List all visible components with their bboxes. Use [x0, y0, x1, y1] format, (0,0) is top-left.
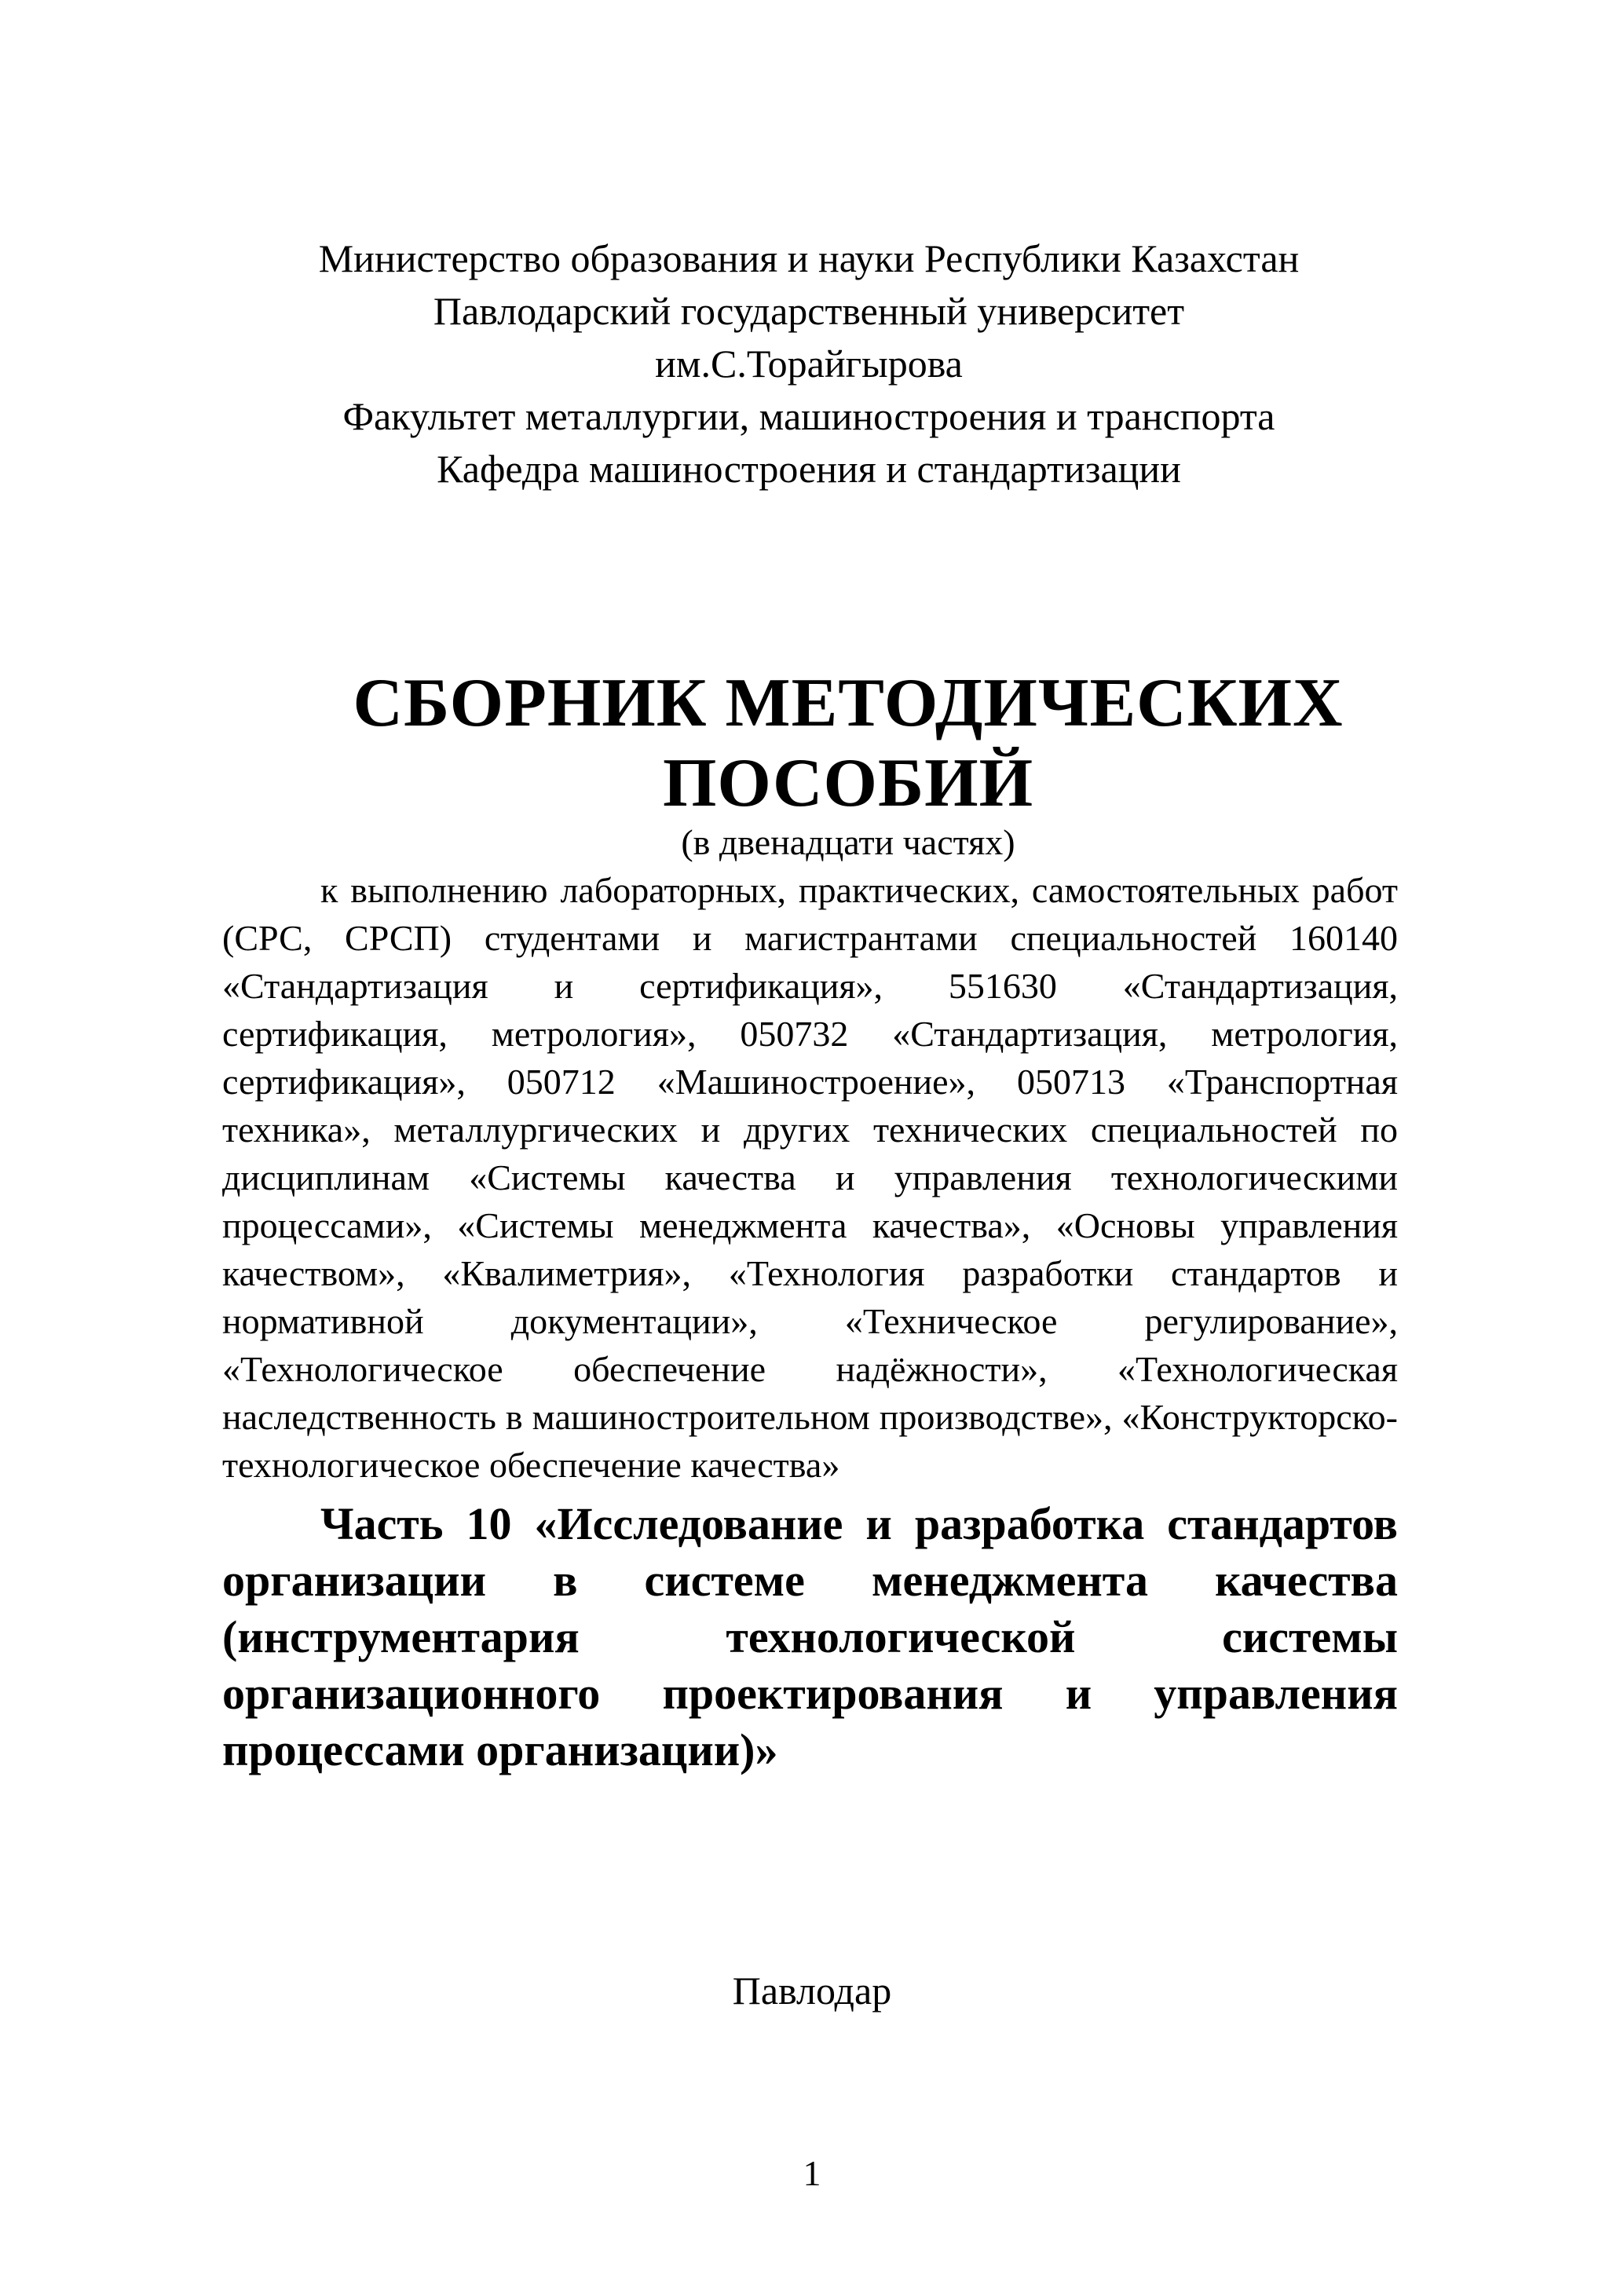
- institution-header: [220, 232, 1398, 495]
- department-line: Кафедра машиностроения и стандартизации: [437, 447, 1181, 491]
- document-description: к выполнению лабораторных, практических, самостоятельных работ (СРС, СРСП) студентами и магистрантами специальностей 160140 «Стандартизация и сертификация», 551630 «Стандартизация, сертификация, метрология», 050732 «Стандартизация, метрология, сертификация», 050712 «Машиностроение», 050713 «Транспортная техника», металлургических и других технических специальностей по дисциплинам «Системы качества и управления технологическими процессами», «Системы менеджмента качества», «Основы управления качеством», «Квалиметрия», «Технология разработки стандартов и нормативной документации», «Техническое регулирование», «Технологическое обеспечение надёжности», «Технологическая наследственность в машиностроительном производстве», «Конструкторско-технологическое обеспечение качества»: [222, 870, 1398, 1485]
- university-line: Павлодарский государственный университет: [433, 289, 1185, 333]
- university-name-line: им.С.Торайгырова: [655, 342, 963, 386]
- document-title: [259, 664, 1437, 824]
- faculty-line: Факультет металлургии, машиностроения и транспорта: [342, 394, 1275, 438]
- ministry-line: Министерство образования и науки Республики Казахстан: [318, 236, 1300, 280]
- title-line-1: СБОРНИК МЕТОДИЧЕСКИХ: [353, 665, 1344, 741]
- document-subtitle: (в двенадцати частях): [681, 822, 1015, 862]
- part-title: Часть 10 «Исследование и разработка стандартов организации в системе менеджмента качества (инструментария технологической системы организационного проектирования и управления процессами организации)»: [222, 1498, 1398, 1775]
- publication-city: Павлодар: [732, 1969, 892, 2013]
- title-line-2: ПОСОБИЙ: [662, 745, 1034, 821]
- page-number: 1: [803, 2153, 821, 2193]
